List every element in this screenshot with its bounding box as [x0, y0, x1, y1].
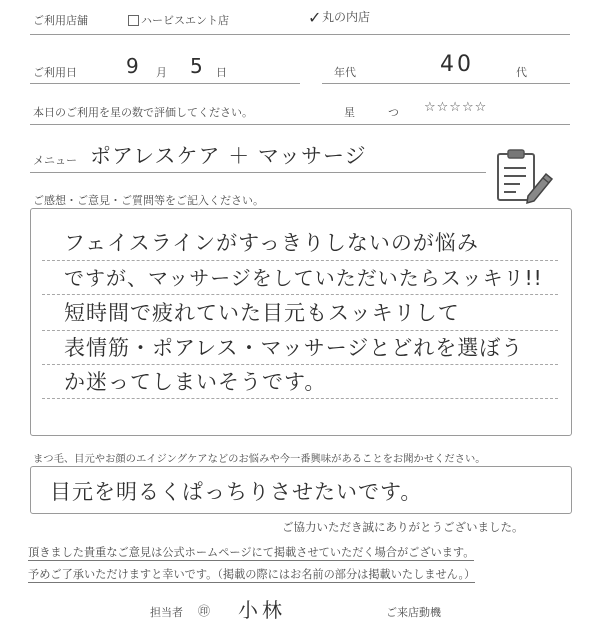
divider — [30, 124, 570, 125]
age-value[interactable]: 40 — [440, 52, 474, 77]
visit-motive-label: ご来店動機 — [386, 606, 441, 619]
feedback-line: ですが、マッサージをしていただいたらスッキリ!! — [64, 266, 543, 290]
concern-label: まつ毛、目元やお顔のエイジングケアなどのお悩みや今一番興味があることをお聞かせください。 — [33, 453, 486, 465]
month-unit: 月 — [156, 66, 167, 79]
divider — [30, 83, 300, 84]
rating-stars[interactable]: ☆☆☆☆☆ — [424, 100, 488, 115]
store-label: ご利用店舗 — [33, 14, 88, 27]
checkbox-empty-icon[interactable] — [128, 15, 139, 26]
feedback-line: 短時間で疲れていた目元もスッキリして — [64, 301, 460, 325]
rating-count-unit: つ — [388, 106, 399, 119]
divider — [30, 34, 570, 35]
feedback-label: ご感想・ご意見・ご質問等をご記入ください。 — [33, 194, 264, 207]
writing-line — [42, 398, 558, 399]
menu-value[interactable]: ポアレスケア ＋ マッサージ — [90, 144, 367, 168]
store-option-harbis[interactable] — [128, 12, 229, 28]
rating-question: 本日のご利用を星の数で評価してください。 — [33, 106, 253, 119]
writing-line — [42, 364, 558, 365]
checkmark-icon[interactable]: ✓ — [308, 8, 322, 27]
day-unit: 日 — [216, 66, 227, 79]
staff-label: 担当者 — [150, 606, 183, 619]
rating-star-label: 星 — [344, 106, 355, 119]
day-value[interactable]: 5 — [190, 54, 203, 78]
store-option-marunouchi[interactable] — [308, 8, 370, 27]
writing-line — [42, 260, 558, 261]
date-label: ご利用日 — [33, 66, 77, 79]
feedback-line: フェイスラインがすっきりしないのが悩み — [64, 231, 479, 255]
thanks-text: ご協力いただき誠にありがとうございました。 — [282, 520, 524, 534]
store-option-harbis-label: ハービスエント店 — [141, 14, 229, 27]
menu-label: メニュー — [33, 154, 77, 167]
notice-line-2: 予めご了承いただけますと幸いです。（掲載の際にはお名前の部分は掲載いたしません。） — [28, 568, 476, 581]
divider — [30, 172, 486, 173]
concern-value: 目元を明るくぱっちりさせたいです。 — [50, 480, 423, 504]
age-label: 年代 — [334, 66, 356, 79]
divider — [322, 83, 570, 84]
age-unit: 代 — [516, 66, 527, 79]
writing-line — [42, 294, 558, 295]
notice-line-1: 頂きました貴重なご意見は公式ホームページにて掲載させていただく場合がございます。 — [28, 546, 475, 559]
writing-line — [42, 330, 558, 331]
staff-name[interactable]: 小林 — [238, 598, 286, 622]
seal-icon: ㊞ — [198, 604, 211, 618]
feedback-line: 表情筋・ポアレス・マッサージとどれを選ぼう — [64, 336, 524, 360]
store-option-marunouchi-label: 丸の内店 — [322, 10, 371, 24]
clipboard-pen-icon — [494, 148, 556, 206]
feedback-line: か迷ってしまいそうです。 — [64, 370, 327, 394]
month-value[interactable]: 9 — [126, 54, 139, 78]
